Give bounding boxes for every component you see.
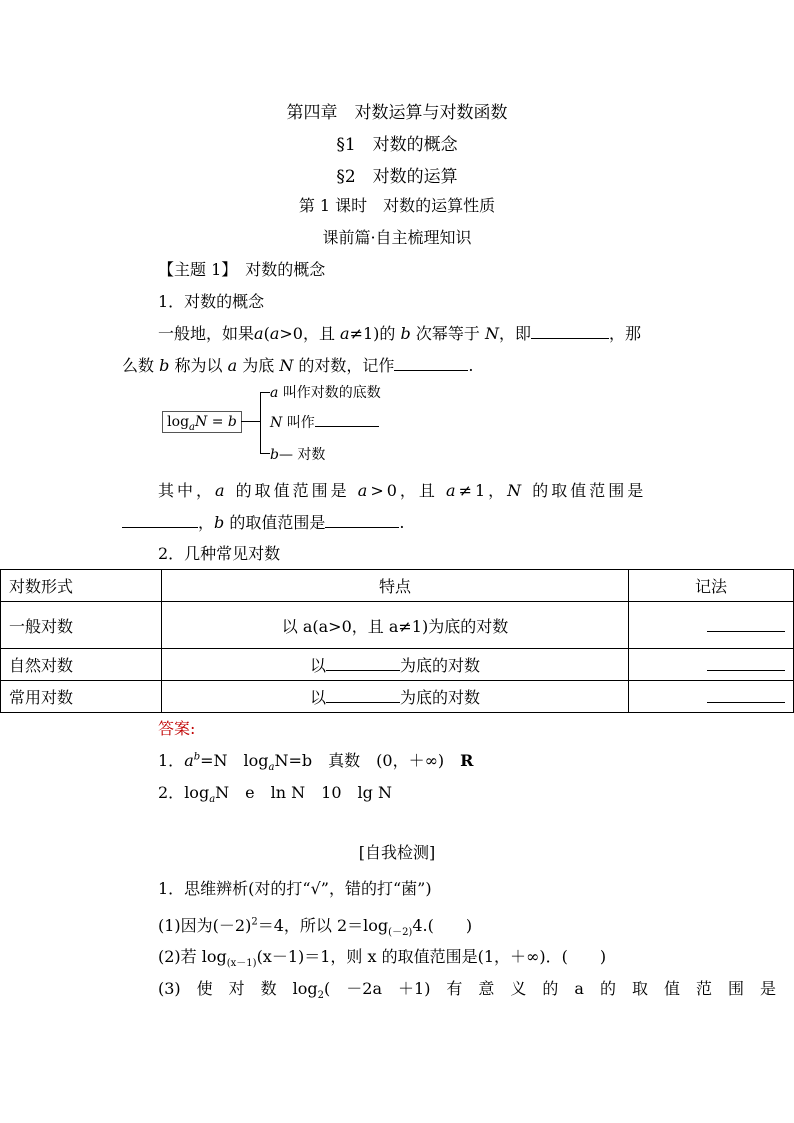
brace-bottom [260, 453, 270, 454]
log-types-table [0, 569, 794, 713]
connector-line [241, 421, 260, 422]
table-header-row [1, 570, 794, 602]
blank-log-notation [394, 356, 468, 371]
table-row: 自然对数 以 为底的对数 [1, 649, 794, 681]
range-line-2: ，b 的取值范围是 . [122, 510, 404, 533]
subheading-common-logs: 2．几种常见对数 [158, 544, 281, 563]
diagram-label-true-number: N 叫作 [270, 412, 379, 432]
table-header-feature: 特点 [162, 570, 629, 602]
blank-diagram-N [315, 414, 379, 427]
blank-common-base [326, 688, 400, 703]
question-1-3: (3) 使 对 数 $\log_2$( －2a ＋1) 有 意 义 的 a 的 取 值 范 围 是 [158, 979, 776, 1002]
blank-N-range [122, 513, 198, 528]
question-1: 1．思维辨析(对的打“√”，错的打“菌”) [158, 879, 432, 898]
table-header-form: 对数形式 [1, 570, 162, 602]
question-1-2: (2)若 $\log_{(x-1)}(x-1)=1$，则 x 的取值范围是(1，＋∞)．( ) [158, 947, 607, 970]
answer-line-2: 2．$\log_aN$ e ln N 10 lg N [158, 783, 392, 806]
blank-natural-base [326, 656, 400, 671]
answer-line-1: 1．$a^b=N$ $\log_aN=b$ 真数 (0，＋∞) R [158, 751, 474, 774]
blank-b-range [325, 513, 399, 528]
table-header-notation: 记法 [629, 570, 794, 602]
blank-exponential-form [531, 324, 609, 339]
definition-line-1: 一般地，如果a(a>0，且 a≠1)的 b 次幂等于 N，即 ，那 [158, 324, 641, 343]
diagram-label-base: a 叫作对数的底数 [270, 385, 381, 401]
blank-notation [707, 615, 785, 632]
table-row: 一般对数 以 a(a>0，且 a≠1)为底的对数 [1, 602, 794, 649]
brace-vertical [260, 392, 261, 454]
brace-top [260, 392, 270, 393]
question-1-1: (1)因为$(-2)^2=4$，所以 $2=\log_{(-2)}4$.( ) [158, 916, 473, 939]
section-1-title: §1 对数的概念 [336, 135, 458, 155]
self-check-title: [自我检测] [358, 843, 436, 862]
definition-line-2: 么数 b 称为以 a 为底 N 的对数，记作 . [122, 356, 474, 375]
section-2-title: §2 对数的运算 [336, 167, 458, 187]
log-formula-box: $\log_aN = b$ [162, 411, 242, 433]
answer-label: 答案: [158, 719, 196, 738]
blank-notation [707, 686, 785, 703]
chapter-title: 第四章 对数运算与对数函数 [286, 103, 508, 123]
range-line-1: 其中，a 的取值范围是 a>0，且 a≠1，N 的取值范围是 [158, 481, 647, 500]
subheading-concept: 1．对数的概念 [158, 292, 265, 311]
blank-notation [707, 654, 785, 671]
table-row: 常用对数 以 为底的对数 [1, 681, 794, 713]
topic-1-heading: 【主题 1】 对数的概念 [158, 260, 326, 279]
lesson-title: 第 1 课时 对数的运算性质 [298, 196, 496, 215]
diagram-label-log: b— 对数 [270, 447, 326, 463]
part-title: 课前篇·自主梳理知识 [322, 228, 472, 247]
